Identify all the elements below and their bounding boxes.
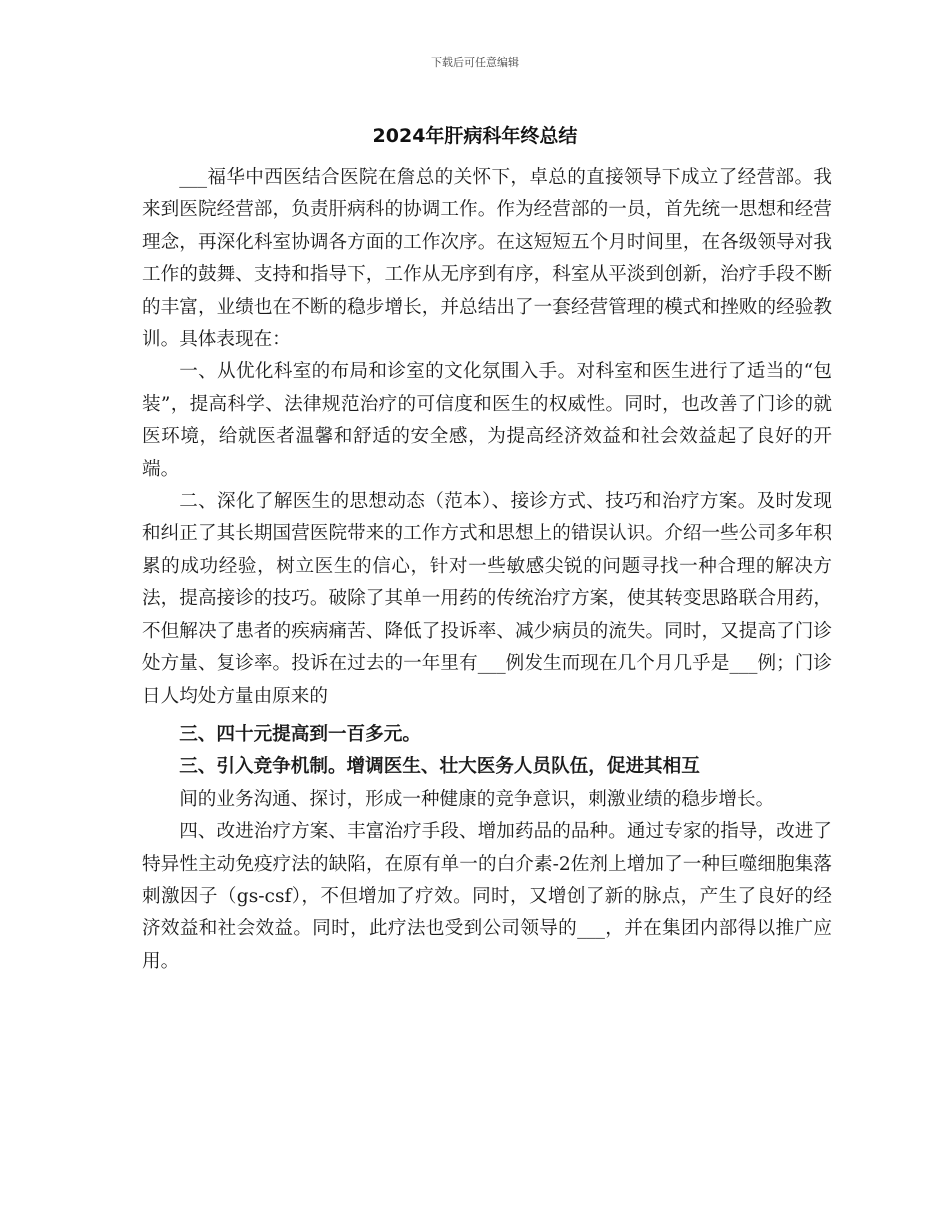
document-title: 2024年肝病科年终总结 xyxy=(372,125,578,147)
paragraph-item-4: 四、改进治疗方案、丰富治疗手段、增加药品的品种。通过专家的指导，改进了特异性主动免疫疗法的缺陷，在原有单一的白介素-2佐剂上增加了一种巨噬细胞集落刺激因子（gs-csf），不但增加了疗效。同时，又增创了新的脉点，产生了良好的经济效益和社会效益。同时，此疗法也受到公司领导的___，并在集团内部得以推广应用。 xyxy=(142,821,832,972)
header-note: 下载后可任意编辑 xyxy=(431,56,519,69)
document-body xyxy=(142,162,832,978)
paragraph-item-3-continued: 间的业务沟通、探讨，形成一种健康的竞争意识，刺激业绩的稳步增长。 xyxy=(179,788,775,810)
paragraph-item-2: 二、深化了解医生的思想动态（范本）、接诊方式、技巧和治疗方案。及时发现和纠正了其长期国营医院带来的工作方式和思想上的错误认识。介绍一些公司多年积累的成功经验，树立医生的信心，针对一些敏感尖锐的问题寻找一种合理的解决方法，提高接诊的技巧。破除了其单一用药的传统治疗方案，使其转变思路联合用药，不但解决了患者的疾病痛苦、降低了投诉率、减少病员的流失。同时，又提高了门诊处方量、复诊率。投诉在过去的一年里有___例发生而现在几个月几乎是___例；门诊日人均处方量由原来的 xyxy=(142,491,832,707)
paragraph-item-1: 一、从优化科室的布局和诊室的文化氛围入手。对科室和医生进行了适当的“包装”，提高科学、法律规范治疗的可信度和医生的权威性。同时，也改善了门诊的就医环境，给就医者温馨和舒适的安全感，为提高经济效益和社会效益起了良好的开端。 xyxy=(142,361,832,480)
paragraph-intro: ___福华中西医结合医院在詹总的关怀下，卓总的直接领导下成立了经营部。我来到医院经营部，负责肝病科的协调工作。作为经营部的一员，首先统一思想和经营理念，再深化科室协调各方面的工作次序。在这短短五个月时间里，在各级领导对我工作的鼓舞、支持和指导下，工作从无序到有序，科室从平淡到创新，治疗手段不断的丰富，业绩也在不断的稳步增长，并总结出了一套经营管理的模式和挫败的经验教训。具体表现在： xyxy=(142,167,832,351)
paragraph-bold-line-1: 三、四十元提高到一百多元。 xyxy=(179,723,421,745)
paragraph-bold-line-2: 三、引入竞争机制。增调医生、壮大医务人员队伍，促进其相互 xyxy=(179,756,700,778)
